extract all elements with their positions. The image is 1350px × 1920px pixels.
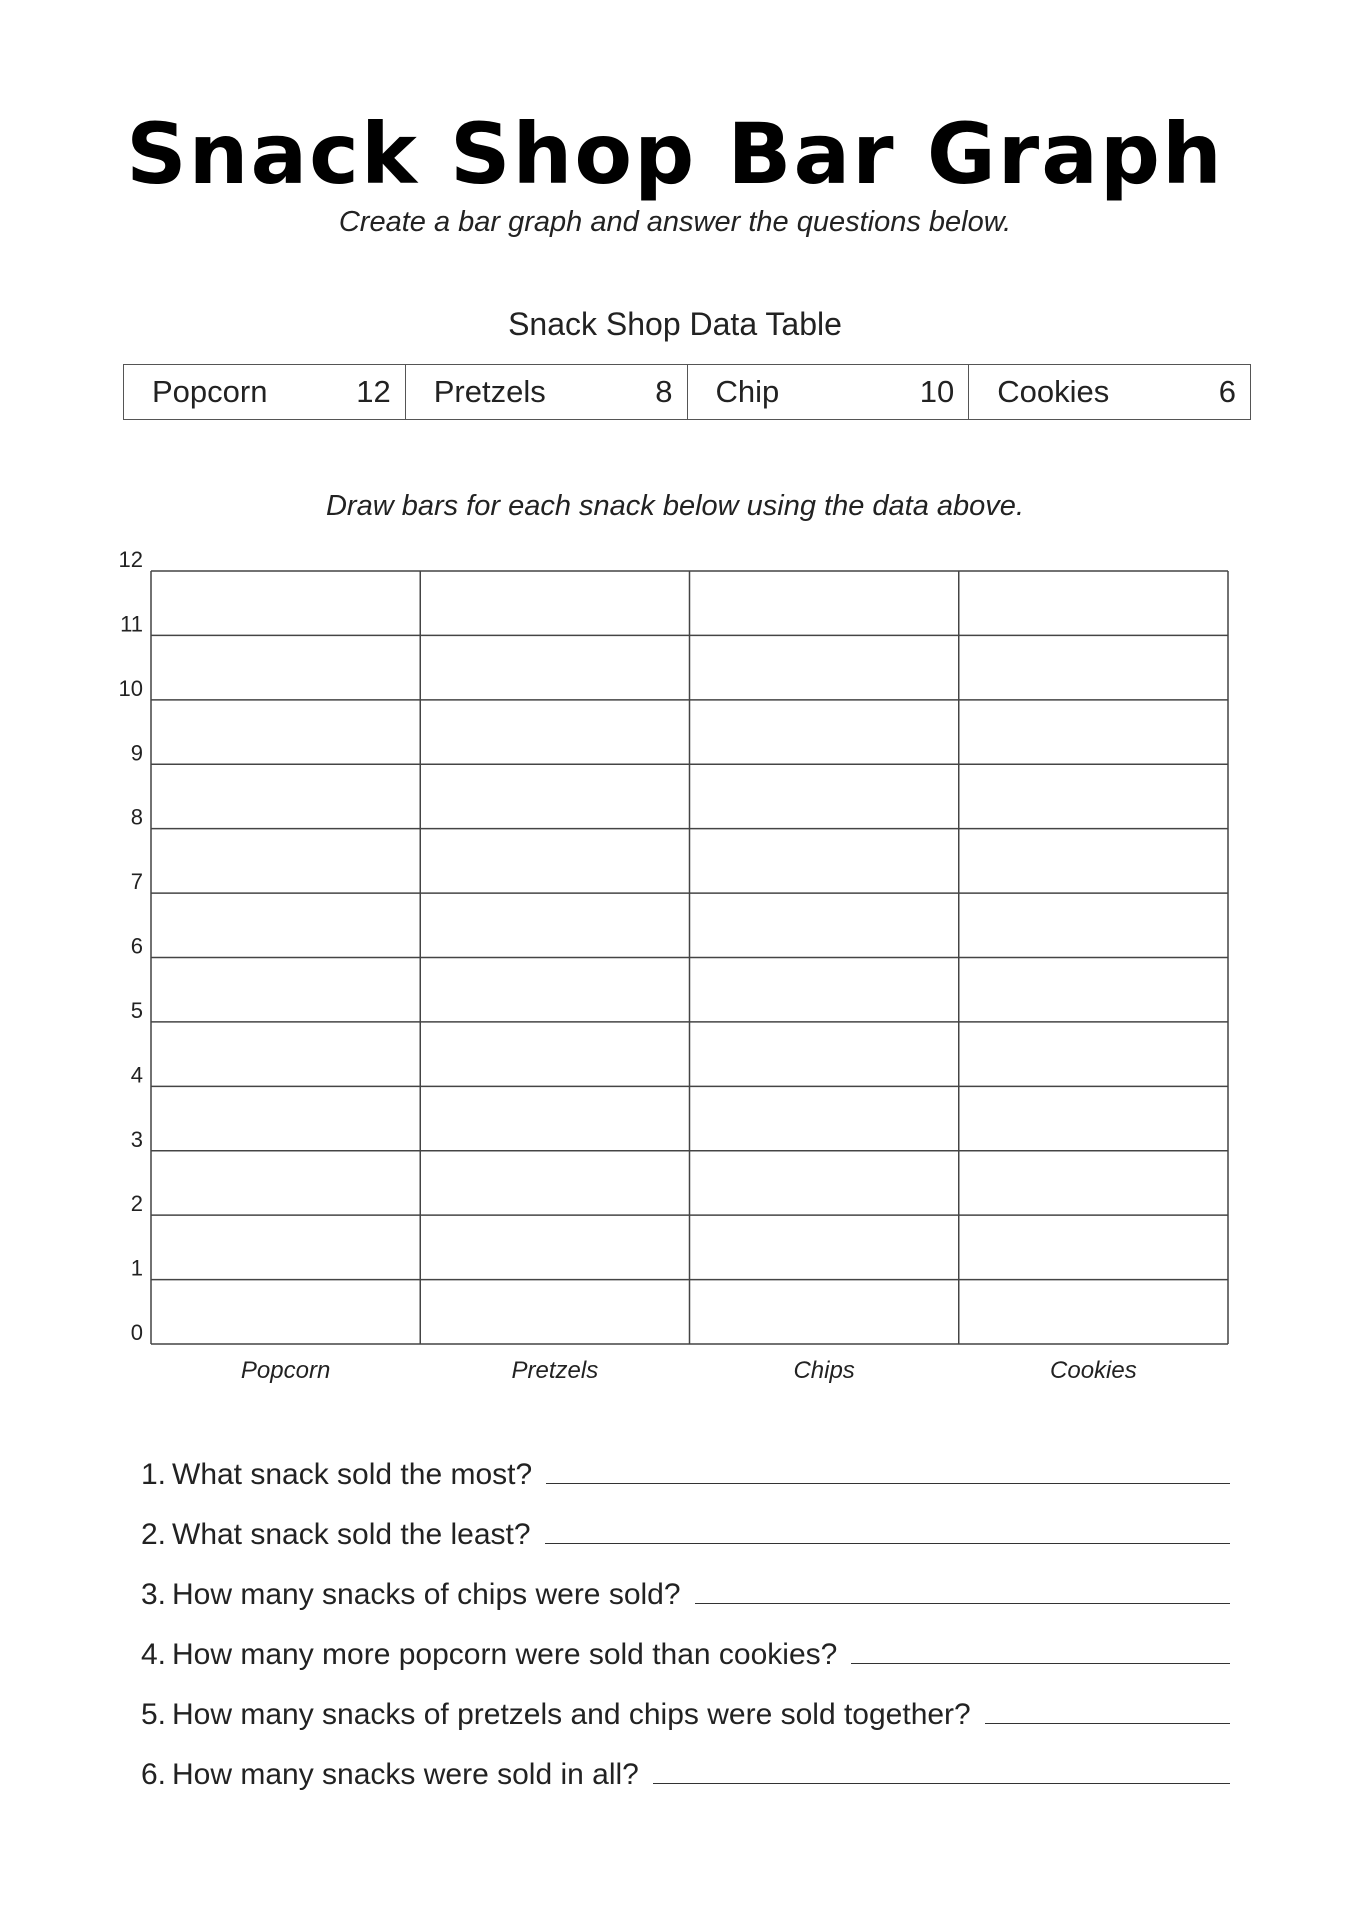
question-item bbox=[130, 1638, 1230, 1698]
subtitle: Create a bar graph and answer the questions below. bbox=[338, 206, 1012, 238]
question-text: How many snacks of pretzels and chips were sold together? bbox=[172, 1698, 971, 1731]
y-tick-label: 1 bbox=[130, 1255, 143, 1281]
y-tick-label: 6 bbox=[130, 933, 143, 959]
answer-line[interactable] bbox=[851, 1639, 1230, 1664]
y-tick-label: 10 bbox=[118, 675, 143, 701]
question-item bbox=[130, 1518, 1230, 1578]
x-category-label: Chips bbox=[793, 1357, 855, 1384]
snack-name: Pretzels bbox=[433, 374, 546, 409]
snack-count: 8 bbox=[655, 374, 673, 409]
page-title: Snack Shop Bar Graph bbox=[126, 105, 1224, 203]
y-tick-label: 8 bbox=[130, 804, 143, 830]
y-tick-label: 3 bbox=[130, 1126, 143, 1152]
y-tick-label: 2 bbox=[130, 1191, 143, 1217]
answer-line[interactable] bbox=[695, 1579, 1230, 1604]
question-text: How many more popcorn were sold than cookies? bbox=[172, 1638, 838, 1671]
answer-line[interactable] bbox=[653, 1759, 1230, 1784]
question-item bbox=[130, 1578, 1230, 1638]
question-item bbox=[130, 1698, 1230, 1758]
question-list bbox=[130, 1458, 1230, 1818]
snack-name: Popcorn bbox=[152, 374, 268, 409]
x-category-label: Pretzels bbox=[511, 1357, 599, 1384]
graph-instruction: Draw bars for each snack below using the data above. bbox=[325, 490, 1024, 522]
question-number: 4. bbox=[140, 1638, 166, 1671]
snack-name: Cookies bbox=[997, 374, 1110, 409]
y-tick-label: 9 bbox=[130, 740, 143, 766]
snack-count: 6 bbox=[1218, 374, 1236, 409]
question-number: 6. bbox=[140, 1758, 166, 1791]
y-tick-label: 5 bbox=[130, 997, 143, 1023]
snack-count: 12 bbox=[356, 374, 391, 409]
snack-count: 10 bbox=[919, 374, 955, 409]
question-text: How many snacks were sold in all? bbox=[172, 1758, 639, 1791]
question-number: 1. bbox=[140, 1458, 166, 1491]
y-tick-label: 12 bbox=[118, 547, 143, 572]
snack-name: Chip bbox=[715, 374, 780, 409]
question-text: What snack sold the most? bbox=[172, 1458, 533, 1491]
question-number: 3. bbox=[140, 1578, 166, 1611]
y-tick-label: 4 bbox=[130, 1062, 143, 1088]
x-category-label: Cookies bbox=[1050, 1357, 1137, 1384]
question-number: 2. bbox=[140, 1518, 166, 1551]
y-tick-label: 0 bbox=[130, 1320, 143, 1345]
question-item bbox=[130, 1758, 1230, 1818]
question-text: How many snacks of chips were sold? bbox=[172, 1578, 681, 1611]
question-number: 5. bbox=[140, 1698, 166, 1731]
answer-line[interactable] bbox=[546, 1459, 1230, 1484]
question-text: What snack sold the least? bbox=[172, 1518, 531, 1551]
data-table-caption: Snack Shop Data Table bbox=[508, 306, 842, 342]
x-category-label: Popcorn bbox=[240, 1357, 331, 1384]
answer-line[interactable] bbox=[545, 1519, 1230, 1544]
answer-line[interactable] bbox=[985, 1699, 1230, 1724]
y-tick-label: 7 bbox=[130, 869, 143, 895]
question-item bbox=[130, 1458, 1230, 1518]
y-tick-label: 11 bbox=[120, 611, 143, 637]
